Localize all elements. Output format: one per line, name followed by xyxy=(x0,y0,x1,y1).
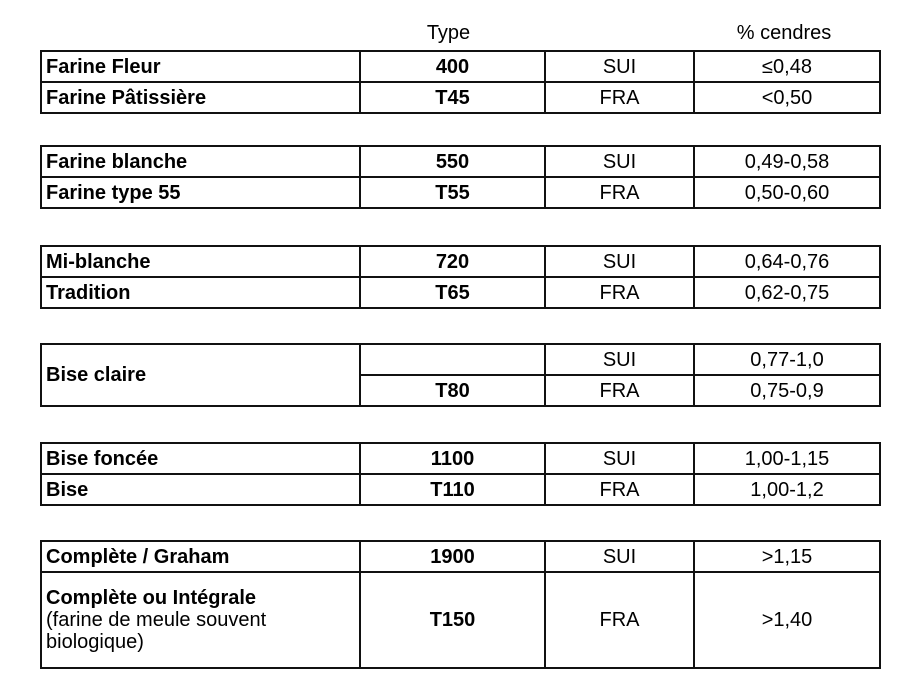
country-cell: FRA xyxy=(545,375,694,406)
table-row xyxy=(41,51,880,82)
header-type: Type xyxy=(426,22,471,44)
flour-type-cell xyxy=(360,344,545,375)
country-cell: FRA xyxy=(545,277,694,308)
flour-group-table xyxy=(40,343,881,407)
ash-percent-cell: 0,62-0,75 xyxy=(694,277,880,308)
ash-percent-cell: 1,00-1,15 xyxy=(694,443,880,474)
table-row xyxy=(41,82,880,113)
flour-name-cell: Tradition xyxy=(41,277,360,308)
flour-note: (farine de meule souvent biologique) xyxy=(46,609,267,653)
flour-name-cell: Farine Fleur xyxy=(41,51,360,82)
country-cell: FRA xyxy=(545,572,694,668)
flour-type-cell: T55 xyxy=(360,177,545,208)
table-row xyxy=(41,443,880,474)
flour-name-cell: Bise xyxy=(41,474,360,505)
country-cell: SUI xyxy=(545,51,694,82)
flour-name: Complète ou Intégrale xyxy=(46,587,257,609)
ash-percent-cell: 0,49-0,58 xyxy=(694,146,880,177)
flour-type-cell: 720 xyxy=(360,246,545,277)
ash-percent-cell: 1,00-1,2 xyxy=(694,474,880,505)
flour-name-cell: Mi-blanche xyxy=(41,246,360,277)
country-cell: SUI xyxy=(545,246,694,277)
ash-percent-cell: 0,75-0,9 xyxy=(694,375,880,406)
flour-type-cell: T80 xyxy=(360,375,545,406)
flour-group-table xyxy=(40,540,881,669)
table-row xyxy=(41,277,880,308)
table-row xyxy=(41,246,880,277)
flour-name-cell: Farine Pâtissière xyxy=(41,82,360,113)
flour-type-cell: 550 xyxy=(360,146,545,177)
country-cell: SUI xyxy=(545,541,694,572)
header-ash-percent: % cendres xyxy=(736,22,832,44)
ash-percent-cell: <0,50 xyxy=(694,82,880,113)
country-cell: FRA xyxy=(545,474,694,505)
flour-type-cell: 400 xyxy=(360,51,545,82)
ash-percent-cell: >1,40 xyxy=(694,572,880,668)
flour-group-table xyxy=(40,50,881,114)
ash-percent-cell: 0,64-0,76 xyxy=(694,246,880,277)
flour-type-cell: T150 xyxy=(360,572,545,668)
flour-group-table xyxy=(40,245,881,309)
ash-percent-cell: >1,15 xyxy=(694,541,880,572)
flour-type-cell: 1100 xyxy=(360,443,545,474)
table-row xyxy=(41,177,880,208)
flour-type-cell: 1900 xyxy=(360,541,545,572)
country-cell: FRA xyxy=(545,177,694,208)
flour-type-cell: T110 xyxy=(360,474,545,505)
flour-name-cell: Complète / Graham xyxy=(41,541,360,572)
table-row xyxy=(41,146,880,177)
flour-name-cell: Bise foncée xyxy=(41,443,360,474)
flour-name-cell: Bise claire xyxy=(41,344,360,406)
table-row xyxy=(41,572,880,668)
table-row xyxy=(41,474,880,505)
flour-group-table xyxy=(40,145,881,209)
country-cell: FRA xyxy=(545,82,694,113)
country-cell: SUI xyxy=(545,344,694,375)
ash-percent-cell: 0,50-0,60 xyxy=(694,177,880,208)
flour-name-cell: Farine type 55 xyxy=(41,177,360,208)
country-cell: SUI xyxy=(545,443,694,474)
country-cell: SUI xyxy=(545,146,694,177)
flour-type-cell: T65 xyxy=(360,277,545,308)
table-row xyxy=(41,344,880,375)
flour-type-cell: T45 xyxy=(360,82,545,113)
flour-name-cell xyxy=(41,572,360,668)
flour-group-table xyxy=(40,442,881,506)
ash-percent-cell: 0,77-1,0 xyxy=(694,344,880,375)
flour-name-cell: Farine blanche xyxy=(41,146,360,177)
ash-percent-cell: ≤0,48 xyxy=(694,51,880,82)
table-row xyxy=(41,541,880,572)
